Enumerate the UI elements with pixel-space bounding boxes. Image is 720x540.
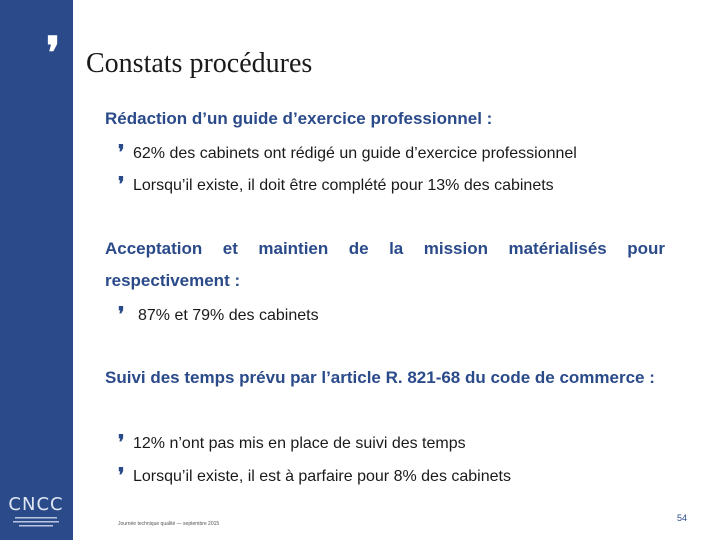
bullet-item [118,302,319,326]
slide-title: Constats procédures [86,48,313,79]
bullet-item [118,463,511,487]
cncc-logo [5,494,67,534]
bullet-item [118,430,466,454]
section-heading-suivi: Suivi des temps prévu par l’article R. 821-68 du code de commerce : [105,368,655,387]
section-heading-guide: Rédaction d’un guide d’exercice professionnel : [105,109,493,128]
bullet-text: 12% n’ont pas mis en place de suivi des temps [133,435,466,452]
bullet-text: Lorsqu’il existe, il doit être complété pour 13% des cabinets [133,177,554,194]
bullet-icon: ❜ [118,463,125,487]
logo-subtext-lines [5,515,67,529]
footer-note: Journée technique qualité — septembre 2015 [118,521,220,527]
bullet-text: 62% des cabinets ont rédigé un guide d’exercice professionnel [133,145,577,162]
section-heading-acceptation: Acceptation et maintien de la mission matérialisés pour respectivement : [105,239,665,290]
bullet-item [118,172,554,196]
logo-text: CNCC [8,494,64,515]
title-bullet-icon: ❜ [46,28,61,79]
page-number: 54 [677,513,688,523]
bullet-text: 87% et 79% des cabinets [138,307,319,324]
bullet-icon: ❜ [118,302,125,326]
bullet-icon: ❜ [118,430,125,454]
bullet-icon: ❜ [118,172,125,196]
bullet-icon: ❜ [118,140,125,164]
side-bar [0,0,73,540]
bullet-item [118,140,577,164]
bullet-text: Lorsqu’il existe, il est à parfaire pour 8% des cabinets [133,468,511,485]
